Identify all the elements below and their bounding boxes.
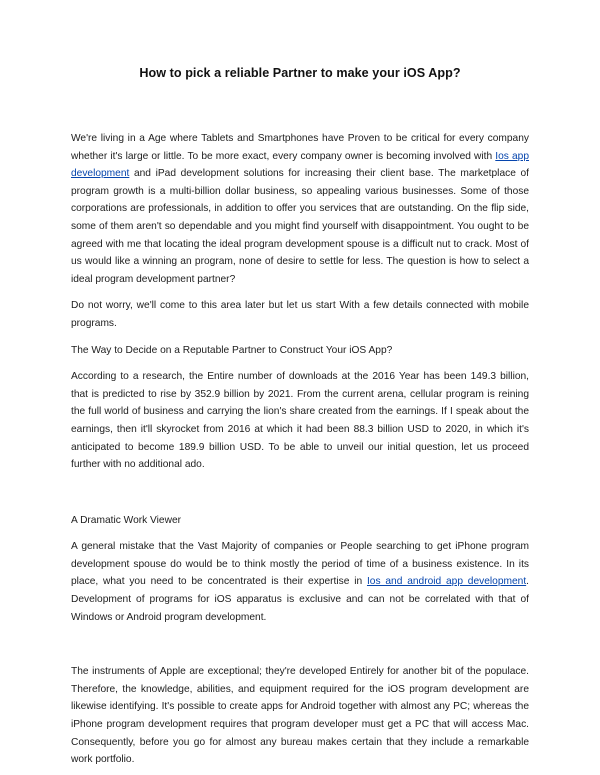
intro-text-before-link: We're living in a Age where Tablets and Smartphones have Proven to be critical for every company whether it's large or little. To be more exact, every company owner is becoming involved with bbox=[71, 133, 529, 162]
mobile-programs-paragraph: Do not worry, we'll come to this area later but let us start With a few details connected with mobile programs. bbox=[71, 300, 529, 329]
research-paragraph: According to a research, the Entire number of downloads at the 2016 Year has been 149.3 billion, that is predicted to rise by 352.9 billion by 2021. From the current arena, cellular program is reining the full world of business and carrying the lion's share created from the earnings. If I speak about the earnings, then it'll skyrocket from 2016 at which it had been 88.3 billion USD to 2020, in which it's anticipated to become 189.9 billion USD. To be able to unveil our initial question, let us proceed further with no additional ado. bbox=[71, 371, 529, 471]
ios-android-app-development-link[interactable]: Ios and android app development bbox=[366, 576, 527, 588]
page-title: How to pick a reliable Partner to make your iOS App? bbox=[139, 66, 461, 80]
intro-paragraph bbox=[71, 130, 529, 288]
section-heading-work-viewer: A Dramatic Work Viewer bbox=[71, 514, 182, 526]
ios-app-development-link[interactable]: Ios app development bbox=[71, 150, 530, 180]
section-heading-reputable-partner: The Way to Decide on a Reputable Partner to Construct Your iOS App? bbox=[71, 344, 393, 356]
work-viewer-paragraph bbox=[71, 538, 529, 626]
apple-instruments-paragraph: The instruments of Apple are exceptional; they're developed Entirely for another bit of the populace. Therefore, the knowledge, abilities, and equipment required for the iOS program development are likewise identifying. It's possible to create apps for Android together with almost any PC; whereas the iPhone program development requires that program developer must get a PC that will access Mac. Consequently, before you go for almost any bureau makes certain that they include a remarkable work portfolio. bbox=[71, 666, 529, 766]
work-viewer-text-before-link: A general mistake that the Vast Majority of companies or People searching to get iPhone program development spouse do would be to think mostly the period of time of a business existence. In its place, what you need to be concentrated is their expertise in bbox=[71, 541, 529, 588]
work-viewer-text-after-link: . Development of programs for iOS apparatus is exclusive and can not be correlated with that of Windows or Android program development. bbox=[71, 576, 529, 623]
intro-text-after-link: and iPad development solutions for increasing their client base. The marketplace of program growth is a multi-billion dollar business, so appealing various businesses. Some of those corporations are professionals, in addition to offer you services that are outstanding. On the flip side, some of them aren't so dependable and you might find yourself with disappointment. You ought to be agreed with me that locating the ideal program development spouse is a difficult nut to crack. Most of us would like a winning an program, none of desire to settle for less. The question is how to select a ideal program development partner? bbox=[71, 168, 529, 285]
